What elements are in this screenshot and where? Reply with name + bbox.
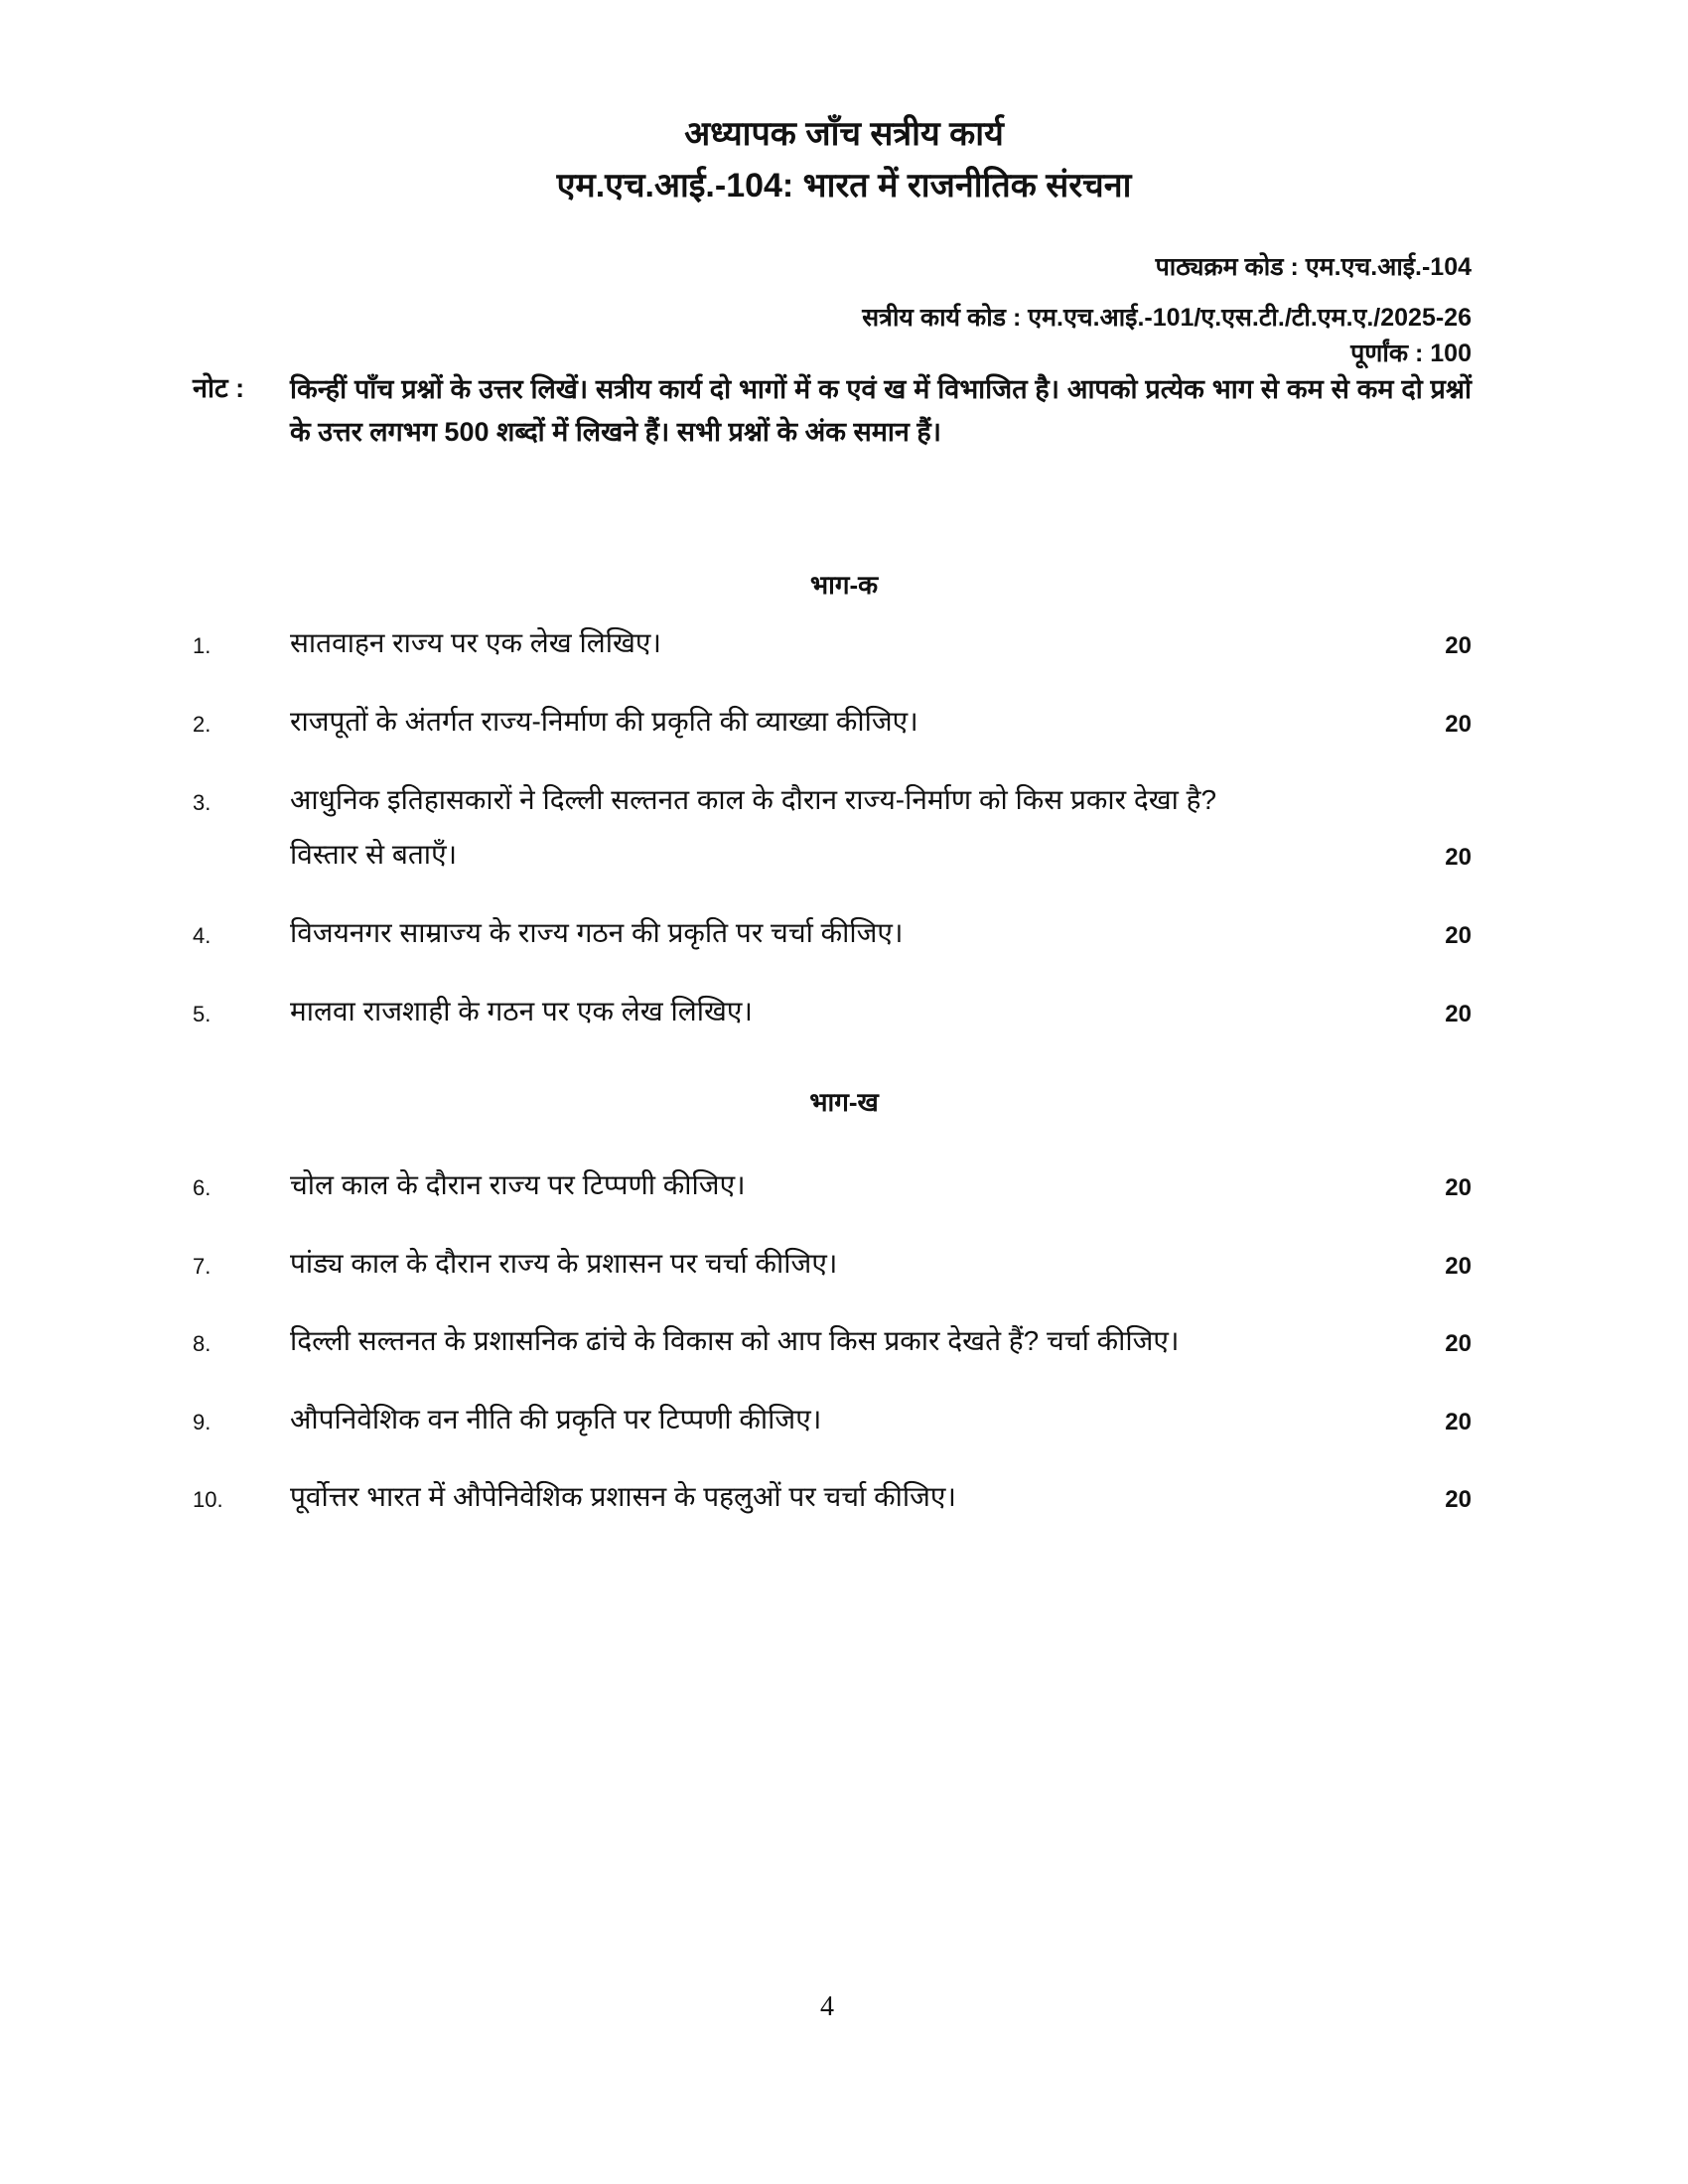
question-marks: 20	[1445, 1409, 1472, 1435]
question-marks: 20	[1445, 632, 1472, 659]
question-text-continued: विस्तार से बताएँ।	[290, 839, 458, 870]
note-text: किन्हीं पाँच प्रश्नों के उत्तर लिखें। सत्रीय कार्य दो भागों में क एवं ख में विभाजित है। आपको प्रत्येक भाग से कम से कम दो प्रश्नों के उत्तर लगभग 500 शब्दों में लिखने हैं। सभी प्रश्नों के अंक समान हैं।	[290, 374, 1472, 447]
question-marks: 20	[1445, 1253, 1472, 1280]
question-number: 4.	[193, 923, 211, 948]
question-number: 6.	[193, 1175, 211, 1200]
question-number: 5.	[193, 1002, 211, 1026]
question-text: चोल काल के दौरान राज्य पर टिप्पणी कीजिए।	[290, 1169, 746, 1200]
question-text: राजपूतों के अंतर्गत राज्य-निर्माण की प्रकृति की व्याख्या कीजिए।	[290, 706, 918, 737]
question-number: 7.	[193, 1254, 211, 1279]
question-marks: 20	[1445, 1486, 1472, 1513]
question-text: दिल्ली सल्तनत के प्रशासनिक ढांचे के विकास को आप किस प्रकार देखते हैं? चर्चा कीजिए।	[290, 1325, 1180, 1356]
question-text: पूर्वोत्तर भारत में औपेनिवेशिक प्रशासन के पहलुओं पर चर्चा कीजिए।	[290, 1481, 956, 1512]
page-number: 4	[820, 1991, 834, 2022]
question-number: 2.	[193, 712, 211, 737]
question-text: पांड्य काल के दौरान राज्य के प्रशासन पर चर्चा कीजिए।	[290, 1248, 838, 1279]
question-marks: 20	[1445, 711, 1472, 738]
section-title-a: भाग-क	[809, 570, 879, 600]
question-marks: 20	[1445, 1330, 1472, 1357]
note-label: नोट :	[193, 373, 245, 403]
question-number: 9.	[193, 1410, 211, 1434]
question-text: सातवाहन राज्य पर एक लेख लिखिए।	[290, 627, 661, 658]
question-number: 3.	[193, 790, 211, 815]
question-number: 8.	[193, 1331, 211, 1356]
question-marks: 20	[1445, 922, 1472, 949]
assignment-code: सत्रीय कार्य कोड : एम.एच.आई.-101/ए.एस.टी./टी.एम.ए./2025-26	[862, 304, 1472, 332]
question-text: औपनिवेशिक वन नीति की प्रकृति पर टिप्पणी कीजिए।	[290, 1404, 822, 1434]
course-title: एम.एच.आई.-104: भारत में राजनीतिक संरचना	[556, 167, 1132, 205]
course-code: पाठ्यक्रम कोड : एम.एच.आई.-104	[1155, 253, 1472, 281]
question-text: आधुनिक इतिहासकारों ने दिल्ली सल्तनत काल के दौरान राज्य-निर्माण को किस प्रकार देखा है?	[290, 784, 1217, 815]
question-text: विजयनगर साम्राज्य के राज्य गठन की प्रकृति पर चर्चा कीजिए।	[290, 917, 904, 948]
question-text: मालवा राजशाही के गठन पर एक लेख लिखिए।	[290, 996, 753, 1026]
question-number: 10.	[193, 1487, 223, 1512]
question-marks: 20	[1445, 844, 1472, 871]
question-number: 1.	[193, 633, 211, 658]
document-title: अध्यापक जाँच सत्रीय कार्य	[684, 115, 1004, 153]
question-marks: 20	[1445, 1174, 1472, 1201]
question-marks: 20	[1445, 1001, 1472, 1027]
max-marks: पूर्णांक : 100	[1350, 340, 1472, 367]
section-title-b: भाग-ख	[809, 1087, 879, 1117]
